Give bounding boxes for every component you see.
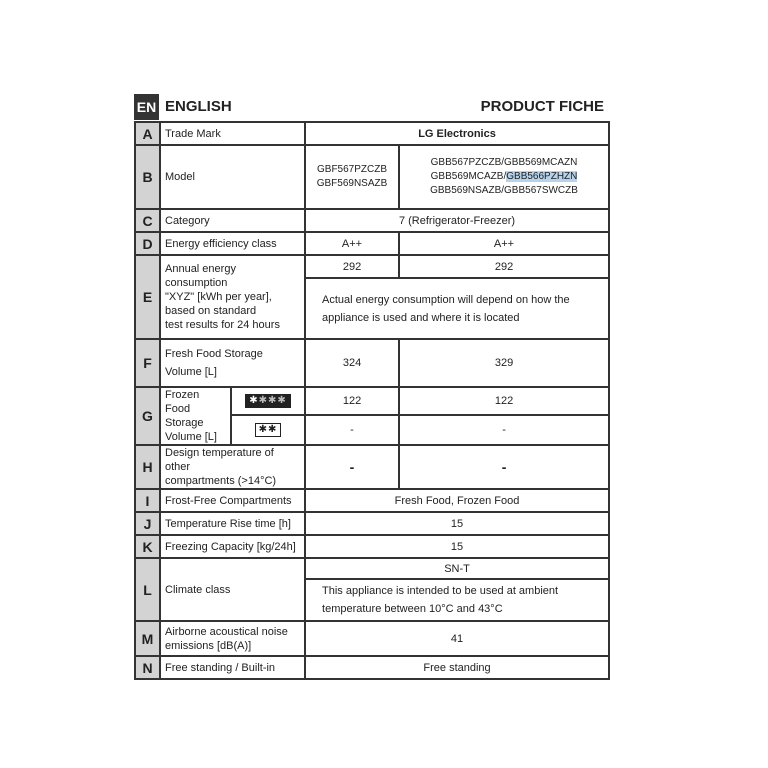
label-line: Volume [L] (165, 366, 217, 378)
star-glyph: ✱ (249, 395, 259, 407)
row-letter: I (135, 489, 160, 512)
note-line: appliance is used and where it is located (322, 311, 520, 324)
model-name: GBF569NSAZB (316, 178, 388, 189)
row-label (160, 621, 305, 656)
page-title: PRODUCT FICHE (480, 98, 604, 115)
fiche-header (134, 94, 608, 121)
label-line: test results for 24 hours (165, 319, 280, 331)
row-letter: D (135, 232, 160, 255)
star-glyph: ✱✱✱ (258, 395, 287, 407)
row-label: Model (160, 145, 305, 209)
table-row (135, 255, 609, 278)
energy-note (305, 278, 609, 339)
row-label: Climate class (160, 558, 305, 621)
model-name: GBB569NSAZB/GBB567SWCZB (430, 185, 578, 196)
label-line: Storage (165, 417, 204, 429)
row-label: Temperature Rise time [h] (160, 512, 305, 535)
table-row (135, 489, 609, 512)
table-row (135, 339, 609, 387)
energy-consumption-col2: 292 (399, 255, 609, 278)
language-badge: EN (134, 94, 159, 120)
table-row (135, 445, 609, 489)
row-letter: K (135, 535, 160, 558)
row-label (160, 339, 305, 387)
noise-value: 41 (305, 621, 609, 656)
design-temp-col2: - (399, 445, 609, 489)
two-star-cell (231, 415, 305, 445)
note-line: Actual energy consumption will depend on how the (322, 293, 570, 306)
table-row (135, 145, 609, 209)
row-label (160, 387, 231, 445)
highlighted-model-name[interactable]: GBB566PZHZN (506, 171, 578, 182)
climate-note (305, 579, 609, 621)
frozen-2star-col2: - (399, 415, 609, 445)
label-line: Frozen Food (165, 389, 200, 415)
trade-mark-value: LG Electronics (305, 122, 609, 145)
language-label: ENGLISH (165, 98, 232, 115)
row-letter: H (135, 445, 160, 489)
table-row (135, 232, 609, 255)
row-letter: F (135, 339, 160, 387)
four-star-freezer-icon (245, 394, 291, 408)
table-row (135, 535, 609, 558)
row-letter: N (135, 656, 160, 679)
fresh-food-volume-col2: 329 (399, 339, 609, 387)
temp-rise-value: 15 (305, 512, 609, 535)
row-letter: M (135, 621, 160, 656)
fresh-food-volume-col1: 324 (305, 339, 399, 387)
table-row (135, 621, 609, 656)
frozen-2star-col1: - (305, 415, 399, 445)
row-letter: G (135, 387, 160, 445)
table-row (135, 656, 609, 679)
label-line: "XYZ" [kWh per year], (165, 291, 272, 303)
label-line: emissions [dB(A)] (165, 639, 252, 652)
row-letter: C (135, 209, 160, 232)
frozen-4star-col2: 122 (399, 387, 609, 415)
model-col2 (399, 145, 609, 209)
installation-value: Free standing (305, 656, 609, 679)
row-label: Frost-Free Compartments (160, 489, 305, 512)
energy-class-col1: A++ (305, 232, 399, 255)
row-label: Free standing / Built-in (160, 656, 305, 679)
freezing-capacity-value: 15 (305, 535, 609, 558)
table-row (135, 558, 609, 579)
row-label (160, 445, 305, 489)
table-row (135, 209, 609, 232)
label-line: Annual energy consumption (165, 263, 236, 289)
model-name: GBB569MCAZB/ (430, 171, 507, 182)
label-line: Design temperature of other (165, 447, 274, 473)
row-label: Energy efficiency class (160, 232, 305, 255)
note-line: temperature between 10°C and 43°C (322, 603, 503, 615)
model-name: GBB567PZCZB/GBB569MCAZN (430, 157, 578, 168)
design-temp-col1: - (305, 445, 399, 489)
frost-free-value: Fresh Food, Frozen Food (305, 489, 609, 512)
label-line: based on standard (165, 305, 257, 317)
label-line: Fresh Food Storage (165, 348, 263, 360)
label-line: compartments (>14°C) (165, 475, 277, 487)
four-star-cell (231, 387, 305, 415)
row-letter: B (135, 145, 160, 209)
model-line (404, 170, 604, 184)
row-letter: A (135, 122, 160, 145)
row-label: Trade Mark (160, 122, 305, 145)
table-row (135, 387, 609, 415)
row-letter: J (135, 512, 160, 535)
table-row (135, 122, 609, 145)
category-value: 7 (Refrigerator-Freezer) (305, 209, 609, 232)
row-label: Freezing Capacity [kg/24h] (160, 535, 305, 558)
energy-class-col2: A++ (399, 232, 609, 255)
two-star-freezer-icon: ✱✱ (255, 423, 282, 437)
model-col1 (305, 145, 399, 209)
climate-class-value: SN-T (305, 558, 609, 579)
frozen-4star-col1: 122 (305, 387, 399, 415)
row-letter: L (135, 558, 160, 621)
row-label: Category (160, 209, 305, 232)
label-line: Airborne acoustical noise (165, 625, 288, 638)
model-name: GBF567PZCZB (317, 164, 388, 175)
note-line: This appliance is intended to be used at ambient (322, 585, 559, 597)
row-letter: E (135, 255, 160, 339)
product-fiche-table (134, 121, 610, 680)
label-line: Volume [L] (165, 431, 217, 443)
table-row (135, 512, 609, 535)
row-label (160, 255, 305, 339)
energy-consumption-col1: 292 (305, 255, 399, 278)
